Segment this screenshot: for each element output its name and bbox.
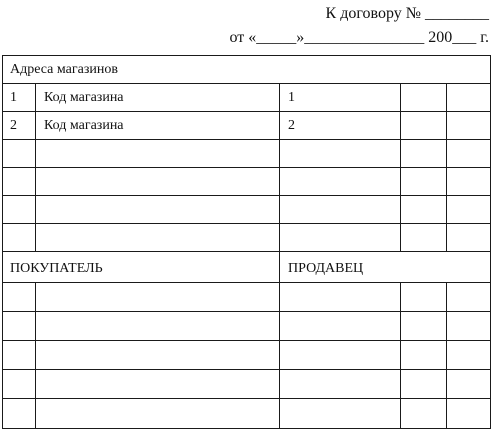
table-row-line <box>2 340 491 341</box>
table-row-line <box>2 223 491 224</box>
seller-label: ПРОДАВЕЦ <box>288 261 364 276</box>
column-line <box>35 282 36 428</box>
column-line <box>446 83 447 251</box>
row-number: 1 <box>10 90 17 105</box>
row-label: Код магазина <box>44 90 124 105</box>
table-row-line <box>2 83 491 84</box>
table-row-line <box>2 139 491 140</box>
buyer-label: ПОКУПАТЕЛЬ <box>10 261 103 276</box>
table-row-line <box>2 282 491 283</box>
contract-date-line: от «_____»_______________ 200___ г. <box>229 29 489 46</box>
row-number: 2 <box>10 118 17 133</box>
table-border-left <box>2 55 3 429</box>
contract-number-line: К договору № ________ <box>325 5 489 22</box>
table-row-line <box>2 111 491 112</box>
party-divider <box>279 251 280 282</box>
column-line <box>279 282 280 428</box>
section-title-store-addresses: Адреса магазинов <box>10 62 118 77</box>
row-value: 1 <box>288 90 295 105</box>
row-label: Код магазина <box>44 118 124 133</box>
table-border-bottom <box>2 428 491 429</box>
table-border-right <box>490 55 491 429</box>
column-line <box>400 83 401 251</box>
column-line <box>279 83 280 251</box>
column-line <box>35 83 36 251</box>
row-value: 2 <box>288 118 295 133</box>
column-line <box>400 282 401 428</box>
table-row-line <box>2 398 491 399</box>
table-row-line <box>2 369 491 370</box>
table-row-line <box>2 195 491 196</box>
table-row-line <box>2 251 491 252</box>
table-border-top <box>2 55 491 56</box>
table-row-line <box>2 311 491 312</box>
column-line <box>446 282 447 428</box>
table-row-line <box>2 167 491 168</box>
